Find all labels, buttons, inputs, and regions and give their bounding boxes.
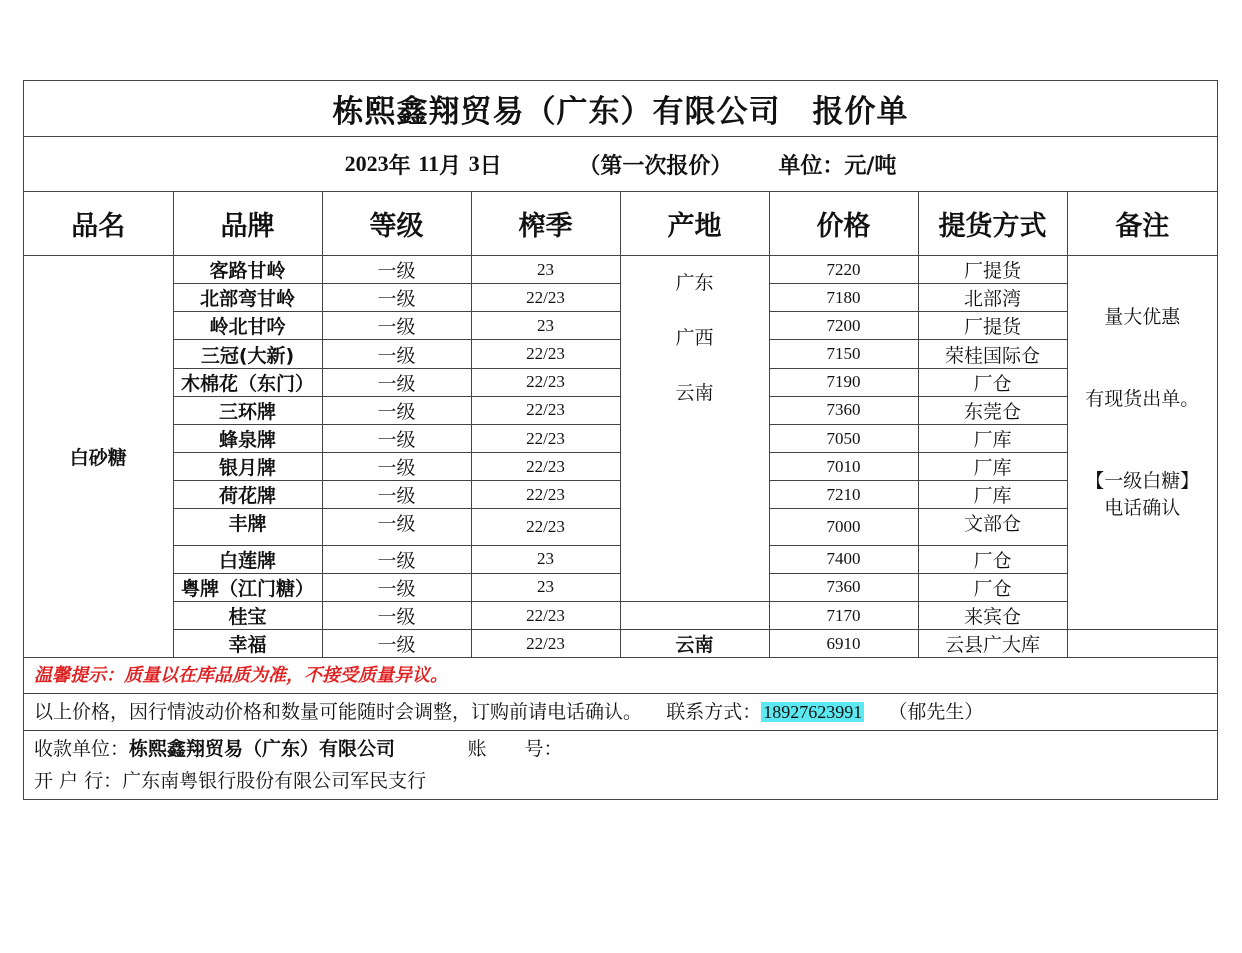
grade-cell: 一级 (322, 424, 471, 452)
price-cell: 7400 (769, 545, 918, 573)
season-cell: 22/23 (471, 396, 620, 424)
brand-cell: 岭北甘吟 (173, 312, 322, 340)
grade-cell: 一级 (322, 284, 471, 312)
delivery-cell: 厂仓 (918, 368, 1067, 396)
price-cell: 7360 (769, 396, 918, 424)
bank-label: 开 户 行： (34, 770, 123, 792)
table-row (24, 256, 1217, 284)
delivery-cell: 厂仓 (918, 545, 1067, 573)
price-cell: 7050 (769, 424, 918, 452)
price-cell: 7200 (769, 312, 918, 340)
season-cell: 23 (471, 545, 620, 573)
delivery-cell: 北部湾 (918, 284, 1067, 312)
date-month: 11 (418, 151, 440, 176)
grade-cell: 一级 (322, 509, 471, 545)
contact-label: 联系方式： (666, 701, 762, 723)
quote-round: （第一次报价） (578, 153, 733, 179)
remarks-empty-cell (1067, 630, 1217, 658)
payee-name: 栋熙鑫翔贸易（广东）有限公司 (129, 738, 396, 760)
grade-cell: 一级 (322, 481, 471, 509)
price-notice (24, 694, 1217, 731)
brand-cell: 幸福 (173, 630, 322, 658)
price-cell: 7000 (769, 509, 918, 545)
origin-yunnan: 云南 (675, 382, 714, 404)
delivery-cell: 厂库 (918, 424, 1067, 452)
header-product: 品名 (24, 192, 173, 256)
season-cell: 22/23 (471, 453, 620, 481)
grade-cell: 一级 (322, 602, 471, 630)
brand-cell: 粤牌（江门糖） (173, 573, 322, 601)
delivery-cell: 云县广大库 (918, 630, 1067, 658)
header-origin: 产地 (620, 192, 769, 256)
brand-cell: 客路甘岭 (173, 256, 322, 284)
table-header-row (24, 192, 1217, 256)
table-row (24, 630, 1217, 658)
price-table (24, 192, 1217, 658)
contact-phone: 18927623991 (763, 702, 863, 722)
header-delivery: 提货方式 (918, 192, 1067, 256)
header-grade: 等级 (322, 192, 471, 256)
delivery-cell: 厂提货 (918, 312, 1067, 340)
bank-line (34, 765, 1217, 797)
remark-stock: 有现货出单。 (1085, 387, 1200, 410)
brand-cell: 桂宝 (173, 602, 322, 630)
header-price: 价格 (769, 192, 918, 256)
grade-cell: 一级 (322, 340, 471, 368)
table-row (24, 602, 1217, 630)
remark-confirm: 电话确认 (1104, 496, 1181, 519)
brand-cell: 北部弯甘岭 (173, 284, 322, 312)
bank-name: 广东南粤银行股份有限公司军民支行 (122, 770, 427, 792)
season-cell: 23 (471, 573, 620, 601)
quotation-sheet (23, 80, 1218, 800)
brand-cell: 蜂泉牌 (173, 424, 322, 452)
grade-cell: 一级 (322, 573, 471, 601)
price-cell: 7220 (769, 256, 918, 284)
payee-line (34, 733, 1217, 765)
header-remarks: 备注 (1067, 192, 1217, 256)
brand-cell: 荷花牌 (173, 481, 322, 509)
brand-cell: 木棉花（东门） (173, 368, 322, 396)
season-cell: 22/23 (471, 424, 620, 452)
delivery-cell: 厂库 (918, 481, 1067, 509)
delivery-cell: 来宾仓 (918, 602, 1067, 630)
price-cell: 7170 (769, 602, 918, 630)
delivery-cell: 厂提货 (918, 256, 1067, 284)
date-year-unit: 年 (388, 153, 411, 179)
remarks-cell (1067, 256, 1217, 630)
header-season: 榨季 (471, 192, 620, 256)
season-cell: 22/23 (471, 368, 620, 396)
origin-cell: 云南 (620, 630, 769, 658)
season-cell: 22/23 (471, 630, 620, 658)
season-cell: 22/23 (471, 284, 620, 312)
delivery-cell: 厂仓 (918, 573, 1067, 601)
grade-cell: 一级 (322, 545, 471, 573)
grade-cell: 一级 (322, 368, 471, 396)
grade-cell: 一级 (322, 453, 471, 481)
price-cell: 7360 (769, 573, 918, 601)
price-cell: 7180 (769, 284, 918, 312)
contact-person: （郁先生） (888, 701, 984, 723)
delivery-cell: 东莞仓 (918, 396, 1067, 424)
payment-info (24, 731, 1217, 799)
brand-cell: 三冠(大新) (173, 340, 322, 368)
season-cell: 22/23 (471, 602, 620, 630)
payee-label: 收款单位： (34, 738, 130, 760)
season-cell: 22/23 (471, 509, 620, 545)
grade-cell: 一级 (322, 312, 471, 340)
price-cell: 7210 (769, 481, 918, 509)
price-cell: 7010 (769, 453, 918, 481)
date-line (24, 137, 1217, 192)
remark-discount: 量大优惠 (1104, 305, 1181, 328)
origin-group (620, 256, 769, 602)
document-title: 栋熙鑫翔贸易（广东）有限公司 报价单 (24, 81, 1217, 137)
brand-cell: 三环牌 (173, 396, 322, 424)
date-month-unit: 月 (439, 153, 462, 179)
date-day: 3 (468, 151, 480, 176)
delivery-cell: 厂库 (918, 453, 1067, 481)
grade-cell: 一级 (322, 256, 471, 284)
account-label: 账 号： (467, 738, 563, 760)
delivery-cell: 文部仓 (918, 509, 1067, 545)
price-unit: 单位：元/吨 (778, 153, 897, 179)
brand-cell: 银月牌 (173, 453, 322, 481)
quality-tip: 温馨提示：质量以在库品质为准，不接受质量异议。 (24, 659, 1217, 694)
brand-cell: 白莲牌 (173, 545, 322, 573)
season-cell: 23 (471, 256, 620, 284)
remark-grade: 【一级白糖】 (1085, 469, 1200, 492)
notice-text: 以上价格，因行情波动价格和数量可能随时会调整，订购前请电话确认。 (34, 701, 643, 723)
origin-guangxi: 广西 (675, 327, 714, 349)
grade-cell: 一级 (322, 630, 471, 658)
delivery-cell: 荣桂国际仓 (918, 340, 1067, 368)
price-cell: 7190 (769, 368, 918, 396)
season-cell: 22/23 (471, 340, 620, 368)
brand-cell: 丰牌 (173, 509, 322, 545)
price-cell: 6910 (769, 630, 918, 658)
origin-guangdong: 广东 (675, 272, 714, 294)
product-category: 白砂糖 (24, 256, 173, 658)
grade-cell: 一级 (322, 396, 471, 424)
header-brand: 品牌 (173, 192, 322, 256)
season-cell: 23 (471, 312, 620, 340)
origin-cell (620, 602, 769, 630)
date-year: 2023 (344, 151, 389, 176)
price-cell: 7150 (769, 340, 918, 368)
date-day-unit: 日 (479, 153, 502, 179)
season-cell: 22/23 (471, 481, 620, 509)
